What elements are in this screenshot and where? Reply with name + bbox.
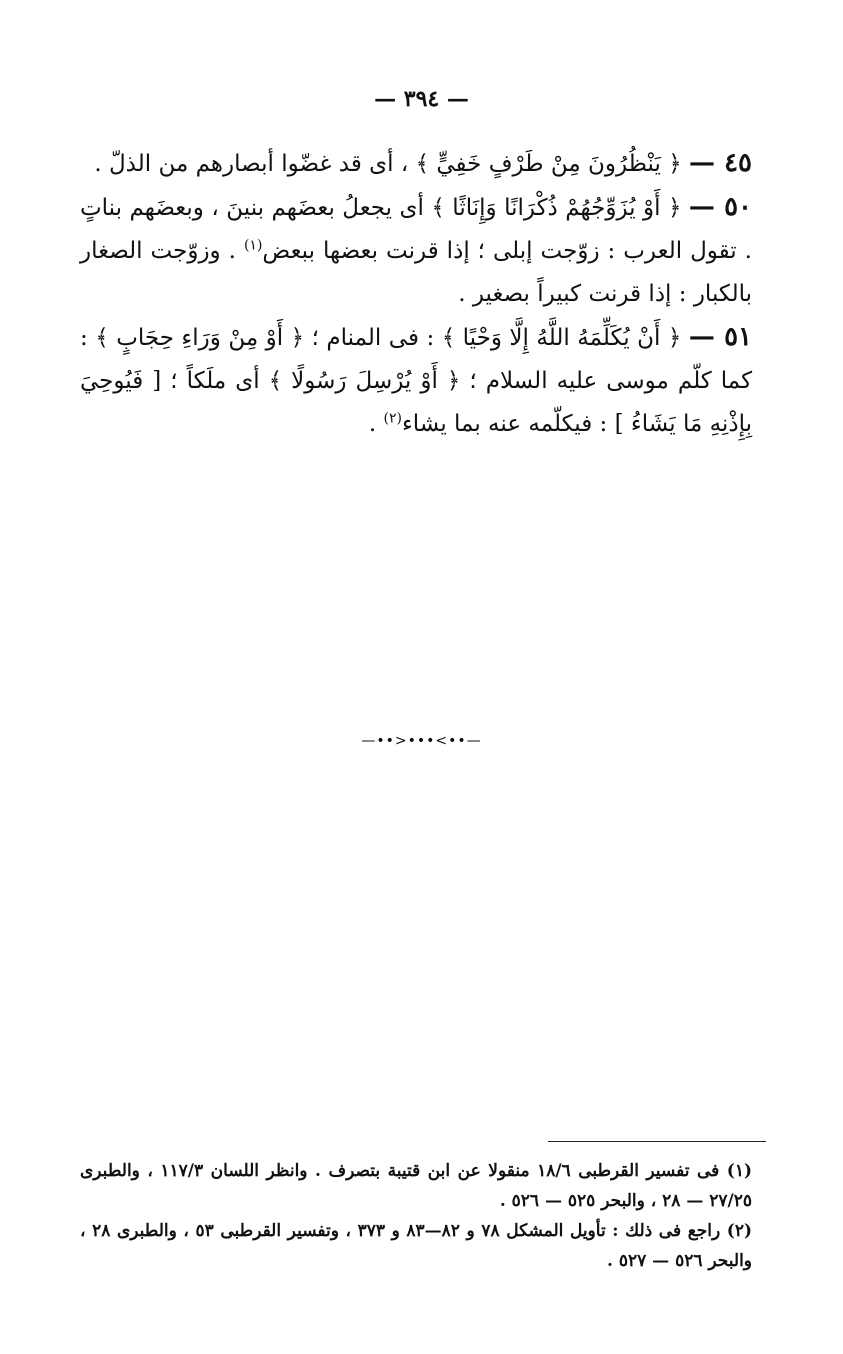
- verse-51-text-3: أى ملَكاً ؛: [170, 368, 260, 394]
- verse-50-number: ٥٠ —: [688, 192, 753, 222]
- verse-51-quran-1: ﴿ أَنْ يُكَلِّمَهُ اللَّهُ إِلَّا وَحْيًا ﴾: [441, 325, 682, 351]
- footnote-2: (٢) راجع فى ذلك : تأويل المشكل ٧٨ و ٨٢—٨٣ و ٣٧٣ ، وتفسير القرطبى ٥٣ ، والطبرى ٢٨ ، والبحر ٥٢٦ — ٥٢٧ .: [80, 1221, 753, 1271]
- verse-45-commentary: ، أى قد غضّوا أبصارهم من الذلّ .: [94, 151, 409, 177]
- footnote-ref-2[interactable]: (٢): [383, 410, 402, 427]
- verse-45-quran: ﴿ يَنْظُرُونَ مِنْ طَرْفٍ خَفِيٍّ ﴾: [415, 151, 682, 177]
- verse-51-text-1: : فى المنام ؛: [311, 325, 435, 351]
- verse-51-quran-2: ﴿ أَوْ مِنْ وَرَاءِ حِجَابٍ ﴾: [95, 325, 305, 351]
- verse-51-number: ٥١ —: [688, 322, 753, 352]
- verse-45-paragraph: [80, 142, 752, 186]
- verse-51-quran-3: ﴿ أَوْ يُرْسِلَ رَسُولًا ﴾: [268, 368, 461, 394]
- verse-45-number: ٤٥ —: [689, 148, 752, 178]
- verse-51-text-2: : كما كلّم موسى عليه السلام ؛: [80, 325, 753, 394]
- verse-50-paragraph: [80, 186, 752, 316]
- footnotes: [80, 1156, 752, 1276]
- verse-51-quran-4: [ فَيُوحِيَ بِإِذْنِهِ مَا يَشَاءُ ]: [80, 368, 752, 437]
- verse-50-quran: ﴿ أَوْ يُزَوِّجُهُمْ ذُكْرَانًا وَإِنَاثًا ﴾: [431, 195, 682, 221]
- footnote-ref-1[interactable]: (١): [243, 237, 263, 254]
- verse-50-commentary-b: . وزوّجت الصغار بالكبار : إذا قرنت كبيراً بصغير .: [80, 238, 752, 307]
- section-ornament: —••>•••<••—: [361, 733, 482, 749]
- verse-51-text-4: : فيكلّمه عنه بما يشاء: [401, 411, 608, 437]
- verse-50-commentary-a: أى يجعلُ بعضَهم بنينَ ، وبعضَهم بناتٍ . تقول العرب : زوّجت إبلى ؛ إذا قرنت بعضها ببعض: [80, 195, 752, 264]
- verse-51-paragraph: [80, 316, 752, 446]
- footnote-1: (١) فى تفسير القرطبى ١٨/٦ منقولا عن ابن قتيبة بتصرف . وانظر اللسان ١١٧/٣ ، والطبرى ٢٧/٢٥ — ٢٨ ، والبحر ٥٢٥ — ٥٢٦ .: [80, 1161, 752, 1211]
- verse-51-end: .: [368, 411, 377, 437]
- page-number: — ٣٩٤ —: [374, 86, 469, 112]
- footnote-divider: [548, 1141, 766, 1142]
- main-text: [80, 142, 752, 446]
